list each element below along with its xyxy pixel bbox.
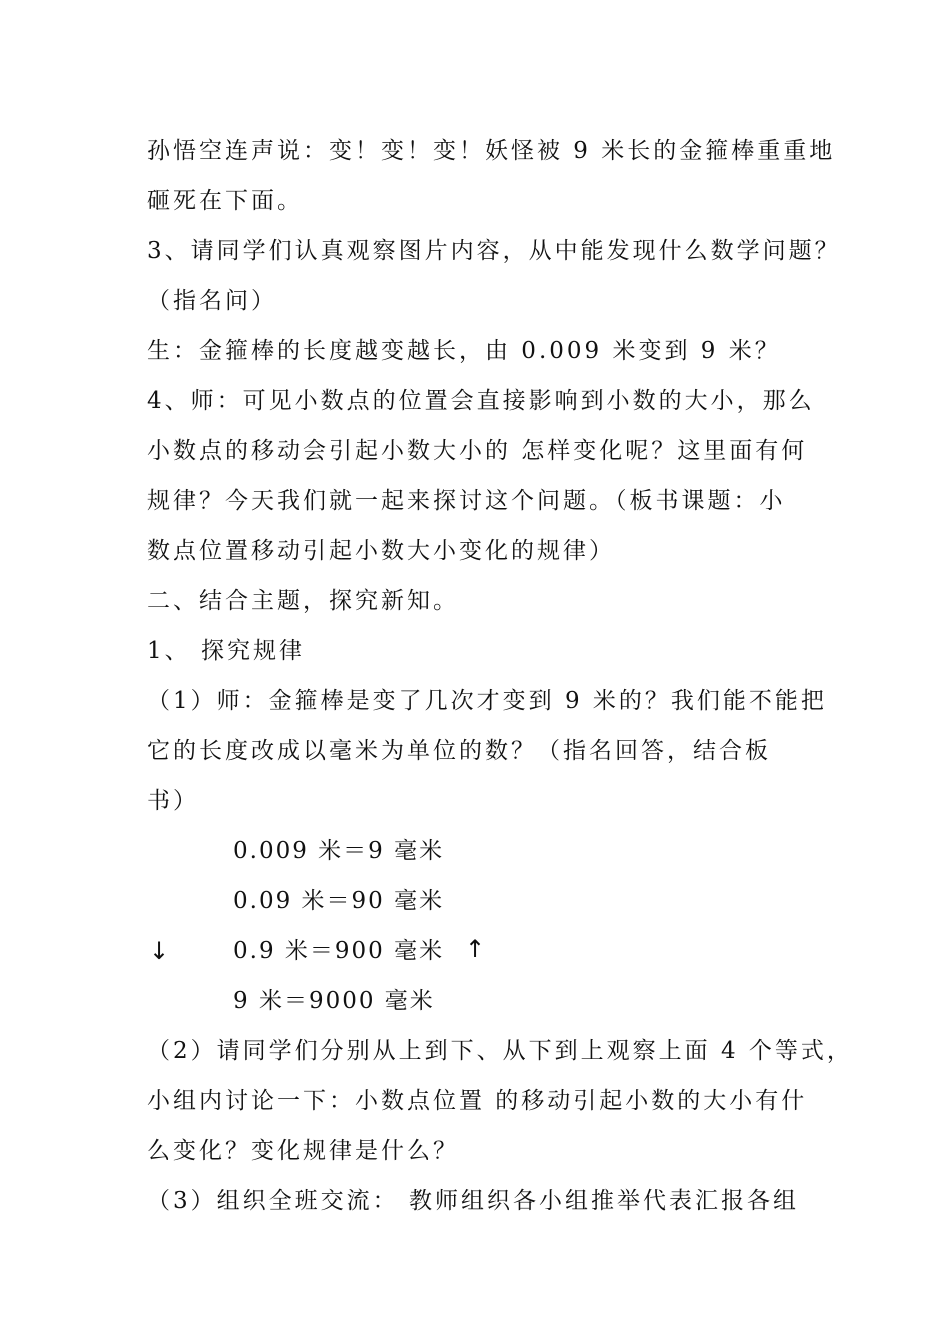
paragraph-line: 3、请同学们认真观察图片内容，从中能发现什么数学问题？ — [147, 238, 841, 264]
equation-line: 0.9 米＝900 毫米 — [233, 938, 445, 964]
paragraph-line: （2）请同学们分别从上到下、从下到上观察上面 4 个等式， — [147, 1038, 853, 1064]
up-arrow-icon: ↑ — [465, 935, 486, 963]
paragraph-line: 数点位置移动引起小数大小变化的规律） — [147, 538, 615, 564]
paragraph-line: 孙悟空连声说：变！变！变！妖怪被 9 米长的金箍棒重重地 — [147, 138, 836, 164]
paragraph-line: 它的长度改成以毫米为单位的数？（指名回答，结合板 — [147, 738, 771, 764]
equation-line: 9 米＝9000 毫米 — [233, 988, 435, 1014]
subsection-heading: 1、 探究规律 — [147, 638, 305, 664]
paragraph-line: 砸死在下面。 — [147, 188, 303, 214]
equation-line: 0.09 米＝90 毫米 — [233, 888, 445, 914]
equation-line: 0.009 米＝9 毫米 — [233, 838, 445, 864]
paragraph-line: 小数点的移动会引起小数大小的 怎样变化呢？这里面有何 — [147, 438, 808, 464]
paragraph-line: （1）师：金箍棒是变了几次才变到 9 米的？我们能不能把 — [147, 688, 827, 714]
paragraph-line: 4、师：可见小数点的位置会直接影响到小数的大小，那么 — [147, 388, 815, 414]
paragraph-line: 么变化？变化规律是什么？ — [147, 1138, 459, 1164]
section-heading: 二、结合主题，探究新知。 — [147, 588, 459, 614]
paragraph-line: 小组内讨论一下：小数点位置 的移动引起小数的大小有什 — [147, 1088, 808, 1114]
down-arrow-icon: ↓ — [149, 937, 170, 965]
paragraph-line: 生：金箍棒的长度越变越长，由 0.009 米变到 9 米？ — [147, 338, 781, 364]
paragraph-line: 规律？今天我们就一起来探讨这个问题。（板书课题：小 — [147, 488, 786, 514]
paragraph-line: 书） — [147, 788, 199, 814]
paragraph-line: （3）组织全班交流： 教师组织各小组推举代表汇报各组 — [147, 1188, 799, 1214]
paragraph-line: （指名问） — [147, 288, 277, 314]
